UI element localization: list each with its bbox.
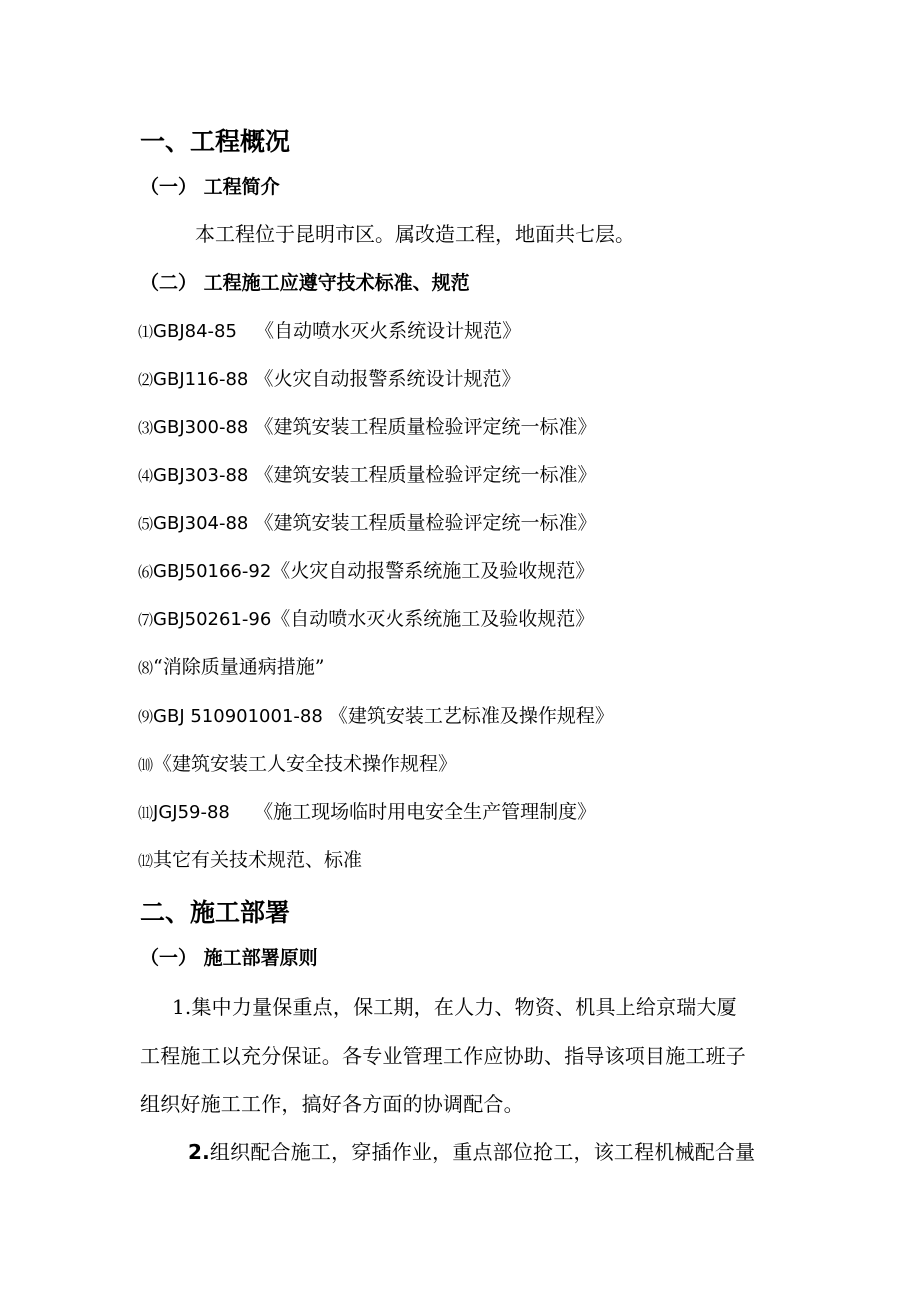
paragraph-1-text: 集中力量保重点，保工期，在人力、物资、机具上给京瑞大厦 [191, 995, 737, 1019]
reference-title: 《建筑安装工程质量检验评定统一标准》 [254, 464, 597, 486]
reference-item-2 [138, 364, 520, 391]
reference-title: 《建筑安装工人安全技术操作规程》 [153, 753, 458, 775]
reference-code: GBJ50166-92 [153, 561, 272, 582]
reference-item-10 [138, 749, 457, 776]
reference-title: “消除质量通病措施” [153, 656, 325, 678]
reference-number: ⑶ [138, 419, 154, 437]
section-1-title: 一、工程概况 [140, 127, 291, 156]
reference-gap [237, 320, 255, 342]
reference-title: 《自动喷水灭火系统施工及验收规范》 [271, 608, 595, 630]
paragraph-2-text: 组织配合施工，穿插作业，重点部位抢工，该工程机械配合量 [209, 1140, 756, 1164]
reference-title: 《施工现场临时用电安全生产管理制度》 [254, 801, 597, 823]
paragraph-1-line-2: 工程施工以充分保证。各专业管理工作应协助、指导该项目施工班子 [140, 1044, 746, 1068]
reference-title: 《建筑安装工艺标准及操作规程》 [328, 705, 614, 727]
reference-code: GBJ 510901001-88 [153, 706, 323, 727]
reference-number: ⑼ [138, 708, 154, 726]
reference-code: GBJ303-88 [153, 465, 249, 486]
reference-title: 其它有关技术规范、标准 [153, 849, 363, 871]
reference-number: ⑾ [138, 804, 154, 822]
section-1-subtitle-1: （一） 工程简介 [140, 176, 280, 198]
reference-title: 《火灾自动报警系统设计规范》 [254, 368, 521, 390]
reference-number: ⑿ [138, 852, 154, 870]
reference-title: 《火灾自动报警系统施工及验收规范》 [271, 560, 595, 582]
reference-item-8 [138, 652, 324, 679]
reference-number: ⑻ [138, 659, 154, 677]
reference-number: ⑸ [138, 515, 154, 533]
paragraph-2-number: 2. [188, 1140, 210, 1164]
reference-item-11 [138, 797, 596, 824]
reference-title: 《建筑安装工程质量检验评定统一标准》 [254, 512, 597, 534]
reference-title: 《建筑安装工程质量检验评定统一标准》 [254, 416, 597, 438]
section-2-subtitle-1: （一） 施工部署原则 [140, 947, 318, 969]
reference-number: ⑺ [138, 611, 154, 629]
reference-item-6 [138, 556, 594, 583]
reference-item-9 [138, 701, 614, 728]
reference-code: GBJ300-88 [153, 417, 249, 438]
reference-code: JGJ59-88 [153, 802, 230, 823]
reference-number: ⑹ [138, 563, 154, 581]
reference-number: ⑴ [138, 323, 154, 341]
reference-number: ⑽ [138, 756, 154, 774]
project-description: 本工程位于昆明市区。属改造工程，地面共七层。 [195, 222, 635, 246]
reference-code: GBJ84-85 [153, 321, 237, 342]
reference-item-5 [138, 508, 596, 535]
section-2-title: 二、施工部署 [140, 898, 291, 927]
paragraph-1-number: 1. [172, 995, 192, 1019]
reference-item-4 [138, 460, 596, 487]
reference-item-1 [138, 316, 521, 343]
reference-code: GBJ304-88 [153, 513, 249, 534]
reference-code: GBJ50261-96 [153, 609, 272, 630]
paragraph-1-line-3: 组织好施工工作，搞好各方面的协调配合。 [140, 1092, 524, 1116]
reference-item-3 [138, 412, 596, 439]
reference-title: 《自动喷水灭火系统设计规范》 [255, 320, 522, 342]
reference-item-7 [138, 604, 594, 631]
reference-number: ⑷ [138, 467, 154, 485]
paragraph-1-line-1 [172, 991, 737, 1020]
section-1-subtitle-2: （二） 工程施工应遵守技术标准、规范 [140, 272, 470, 294]
reference-number: ⑵ [138, 371, 154, 389]
reference-item-12 [138, 845, 362, 872]
reference-gap [230, 801, 254, 823]
reference-code: GBJ116-88 [153, 369, 249, 390]
paragraph-2-line-1 [188, 1136, 755, 1165]
